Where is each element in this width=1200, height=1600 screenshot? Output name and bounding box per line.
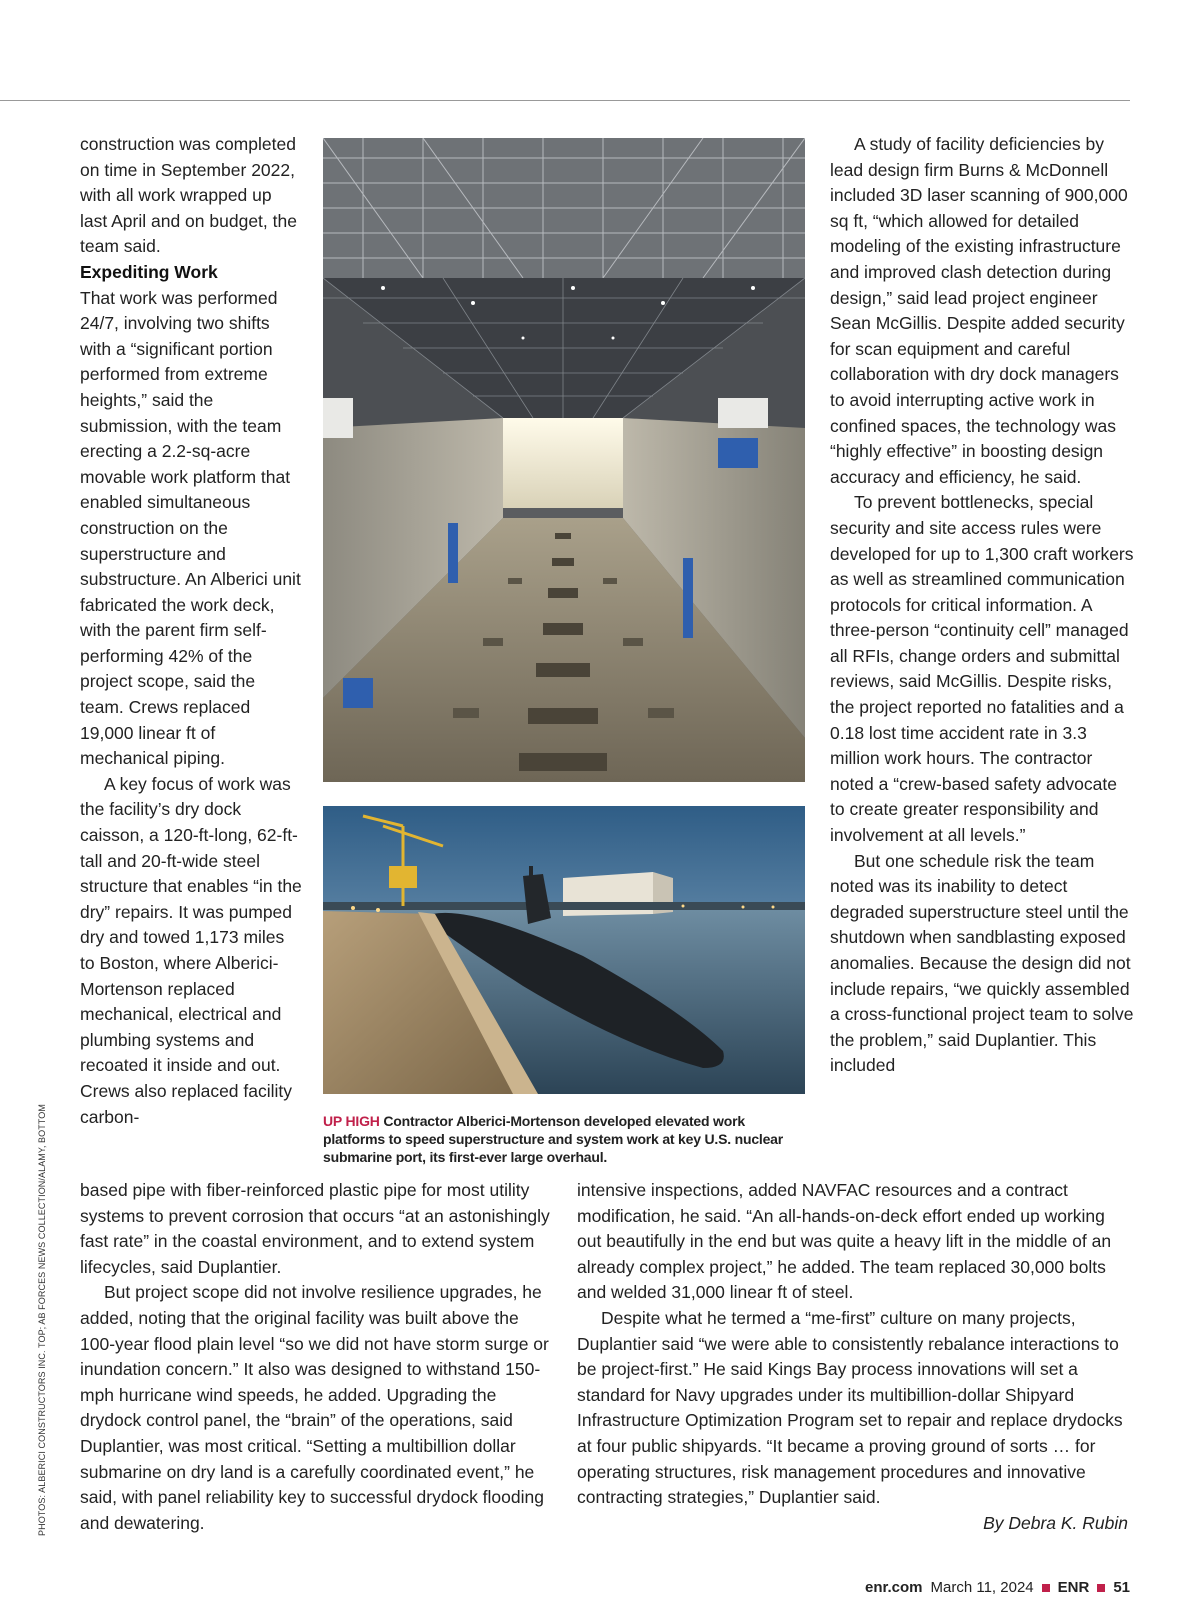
paragraph: But one schedule risk the team noted was its inability to detect degraded superstructure steel until the shutdown when sandblasting exposed anomalies. Because the design did not include repairs, “we quickly assembled a cross-functional project team to solve the problem,” said Duplantier. This included bbox=[830, 850, 1134, 1076]
paragraph: A study of facility deficiencies by lead design firm Burns & McDonnell included 3D laser scanning of 900,000 sq ft, “which allowed for detailed modeling of the existing infrastructure and improved clash detection during design,” said lead project engineer Sean McGillis. Despite added security for scan equipment and careful collaboration with dry dock managers to avoid interrupting active work in confined spaces, the technology was “highly effective” in boosting design accuracy and efficiency, he said. bbox=[830, 134, 1128, 487]
submarine-at-pier-photo bbox=[323, 806, 805, 1094]
paragraph: But project scope did not involve resilience upgrades, he added, noting that the original facility was built above the 100-year flood plain level “so we did not have storm surge or inundation concern.” It also was designed to withstand 150-mph hurricane wind speeds, he added. Upgrading the drydock control panel, the “brain” of the operations, said Duplantier, was most critical. “Setting a multibillion dollar submarine on dry land is a carefully coordinated event,” he said, with panel reliability key to successful drydock flooding and dewatering. bbox=[80, 1282, 549, 1533]
drydock-interior-photo bbox=[323, 138, 805, 782]
article-right-column bbox=[830, 132, 1135, 1079]
photo-credit: PHOTOS: ALBERICI CONSTRUCTORS INC. TOP; AB FORCES NEWS COLLECTION/ALAMY, BOTTOM bbox=[37, 1104, 47, 1536]
author-byline: By Debra K. Rubin bbox=[983, 1512, 1128, 1533]
page-footer bbox=[865, 1579, 1130, 1596]
footer-site: enr.com bbox=[864, 1579, 923, 1596]
section-heading: Expediting Work bbox=[80, 261, 218, 282]
article-bottom-left-column bbox=[80, 1178, 555, 1536]
paragraph: Despite what he termed a “me-first” culture on many projects, Duplantier said “we were able to consistently rebalance interactions to be project-first.” He said Kings Bay process innovations will set a standard for Navy upgrades under its multibillion-dollar Shipyard Infrastructure Optimization Program set to repair and replace drydocks at four public shipyards. “It became a proving ground of sorts … for operating structures, risk management procedures and innovative contracting strategies,” Duplantier said. bbox=[577, 1307, 1123, 1508]
paragraph: A key focus of work was the facility’s dry dock caisson, a 120-ft-long, 62-ft-tall and 20-ft-wide steel structure that enables “in the dry” repairs. It was pumped dry and towed 1,173 miles to Boston, where Alberici-Mortenson replaced mechanical, electrical and plumbing systems and recoated it inside and out. Crews also replaced facility carbon- bbox=[80, 773, 302, 1127]
separator-square-icon bbox=[1097, 1584, 1105, 1592]
paragraph: To prevent bottlenecks, special security and site access rules were developed for up to 1,300 craft workers as well as streamlined communication protocols for critical information. A three-person “continuity cell” managed all RFIs, change orders and submittal reviews, said McGillis. Despite risks, the project reported no fatalities and a 0.18 lost time accident rate in 3.3 million work hours. The contractor noted a “crew-based safety advocate to create greater responsibility and involvement at all levels.” bbox=[830, 492, 1134, 846]
header-rule bbox=[0, 100, 1130, 101]
article-left-column bbox=[80, 132, 302, 1130]
paragraph: That work was performed 24/7, involving two shifts with a “significant portion performed from extreme heights,” said the submission, with the team erecting a 2.2-sq-acre movable work platform that enabled simultaneous construction on the superstructure and substructure. An Alberici unit fabricated the work deck, with the parent firm self-performing 42% of the project scope, said the team. Crews replaced 19,000 linear ft of mechanical piping. bbox=[80, 287, 301, 769]
page-number: 51 bbox=[1113, 1579, 1130, 1596]
footer-date: March 11, 2024 bbox=[930, 1579, 1034, 1596]
paragraph: based pipe with fiber-reinforced plastic pipe for most utility systems to prevent corrosion that occurs “at an astonishingly fast rate” in the coastal environment, and to extend system lifecycles, said Duplantier. bbox=[80, 1180, 550, 1277]
paragraph: intensive inspections, added NAVFAC resources and a contract modification, he said. “An all-hands-on-deck effort ended up working out beautifully in the end but was quite a heavy lift in the middle of an already complex project,” he added. The team replaced 30,000 bolts and welded 31,000 linear ft of steel. bbox=[577, 1180, 1112, 1303]
paragraph: construction was completed on time in September 2022, with all work wrapped up last April and on budget, the team said. bbox=[80, 134, 297, 257]
caption-text: Contractor Alberici-Mortenson developed elevated work platforms to speed superstructure and system work at key U.S. nuclear submarine port, its first-ever large overhaul. bbox=[323, 1113, 784, 1165]
caption-lead: UP HIGH bbox=[323, 1113, 380, 1129]
footer-brand: ENR bbox=[1057, 1579, 1090, 1596]
article-bottom-right-column bbox=[577, 1178, 1132, 1536]
separator-square-icon bbox=[1042, 1584, 1050, 1592]
photo-caption bbox=[323, 1112, 805, 1166]
